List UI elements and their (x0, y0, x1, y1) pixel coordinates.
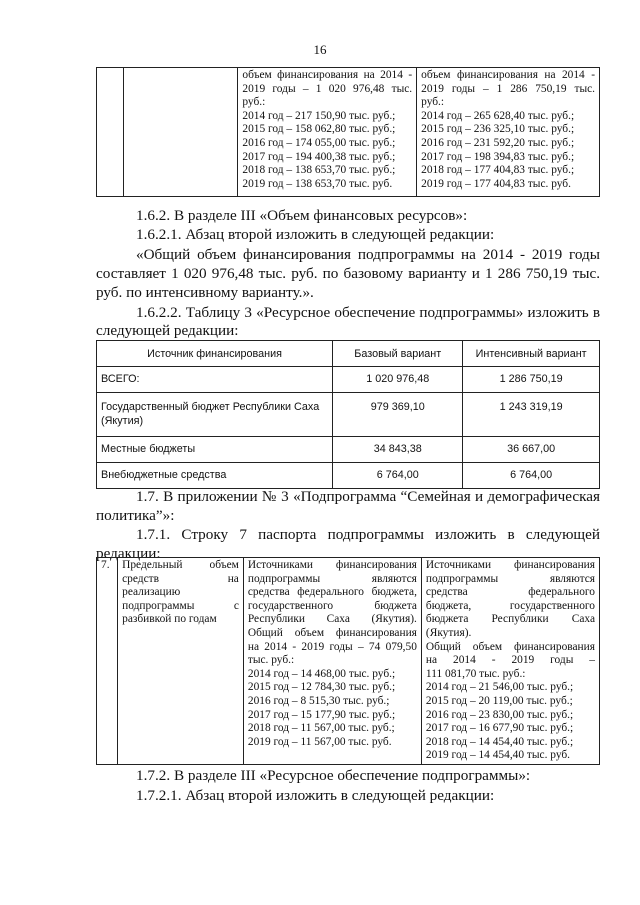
paragraph-1-6-2-2-line-1: 1.6.2.2. Таблицу 3 «Ресурсное обеспечение подпрограммы» изложить в (136, 304, 600, 321)
cell-line: на 2014 - 2019 годы – (425, 654, 595, 667)
table-row (97, 463, 600, 489)
cell-line: 2018 год – 138 653,70 тыс. руб.; (242, 164, 396, 177)
paragraph-1-7-line-2: политика”»: (96, 507, 175, 524)
paragraph-1-7-1-line-1: 1.7.1. Строку 7 паспорта подпрограммы изложить в следующей (136, 526, 600, 543)
row-intensive: 36 667,00 (463, 437, 600, 463)
cell-line: 2017 год – 198 394,83 тыс. руб.; (421, 150, 575, 163)
intensive-variant-cell (417, 68, 600, 197)
cell-line: 2019 годы – 1 286 750,19 тыс. (421, 82, 595, 95)
cell-line: 2016 год – 23 830,00 тыс. руб.; (425, 708, 574, 721)
cell-line: Источниками финансирования (425, 559, 595, 571)
cell-line: государственного бюджета (247, 599, 417, 612)
cell-line: 2019 год – 11 567,00 тыс. руб. (247, 735, 392, 748)
cell-line: Источниками финансирования (247, 559, 417, 571)
cell-line: Общий объем финансирования (425, 640, 595, 653)
cell-line: средства федерального (425, 586, 595, 599)
cell-line: бюджета, государственного (425, 599, 595, 612)
row-base: 6 764,00 (333, 463, 463, 489)
base-variant-cell (243, 558, 421, 765)
intensive-variant-cell (421, 558, 599, 765)
cell-line: руб.: (421, 96, 445, 109)
row-source: Местные бюджеты (97, 437, 333, 463)
table-row (97, 558, 600, 765)
cell-line: средства федерального бюджета, (247, 586, 417, 599)
cell-line: средств на (122, 572, 239, 585)
cell-line: 2015 год – 12 784,30 тыс. руб.; (247, 681, 396, 694)
cell-line: 2019 год – 177 404,83 тыс. руб. (421, 177, 571, 190)
paragraph-1-6-2-2-line-2: следующей редакции: (96, 322, 239, 339)
row-source: ВСЕГО: (97, 367, 333, 393)
row-intensive: 1 286 750,19 (463, 367, 600, 393)
cell-line: подпрограммы с (122, 599, 239, 612)
cell-line: подпрограммы являются (425, 572, 595, 585)
cell-line: 2016 год – 8 515,30 тыс. руб.; (247, 694, 390, 707)
quote-line-3: руб. по интенсивному варианту.». (96, 284, 314, 301)
empty-label-cell (124, 68, 238, 197)
paragraph-1-7-2: 1.7.2. В разделе III «Ресурсное обеспечение подпрограммы»: (136, 767, 531, 784)
page-number: 16 (313, 42, 327, 57)
header-source: Источник финансирования (97, 341, 333, 367)
cell-line: 2019 годы – 1 020 976,48 тыс. (242, 82, 413, 95)
cell-line: 2014 год – 217 150,90 тыс. руб.; (242, 109, 396, 122)
cell-line: 2018 год – 14 454,40 тыс. руб.; (425, 735, 574, 748)
row-source: Внебюджетные средства (97, 463, 333, 489)
cell-line: 2016 год – 231 592,20 тыс. руб.; (421, 136, 575, 149)
cell-line: 2015 год – 236 325,10 тыс. руб.; (421, 123, 575, 136)
cell-line: реализацию (122, 586, 181, 599)
row-number: 7. (97, 558, 118, 765)
cell-line: 2018 год – 177 404,83 тыс. руб.; (421, 164, 575, 177)
row-intensive: 6 764,00 (463, 463, 600, 489)
cell-line: 2017 год – 15 177,90 тыс. руб.; (247, 708, 396, 721)
cell-line: 2018 год – 11 567,00 тыс. руб.; (247, 722, 395, 735)
cell-line: Республики Саха (Якутия). (247, 613, 417, 626)
empty-num-cell (97, 68, 124, 197)
cell-line: 2017 год – 194 400,38 тыс. руб.; (242, 150, 396, 163)
cell-line: Предельный объем (122, 559, 239, 571)
cell-line: 2014 год – 14 468,00 тыс. руб.; (247, 667, 396, 680)
table-row (97, 393, 600, 437)
quote-line-2: составляет 1 020 976,48 тыс. руб. по базовому варианту и 1 286 750,19 тыс. (96, 265, 600, 282)
row-intensive: 1 243 319,19 (463, 393, 600, 437)
cell-line: 2014 год – 21 546,00 тыс. руб.; (425, 681, 574, 694)
cell-line: Общий объем финансирования (247, 626, 417, 639)
paragraph-1-7-1-line-2: редакции: (96, 545, 161, 562)
cell-line: на 2014 - 2019 годы – 74 079,50 (247, 640, 417, 653)
cell-line: 2019 год – 138 653,70 тыс. руб. (242, 177, 393, 190)
header-base: Базовый вариант (333, 341, 463, 367)
paragraph-1-7-line-1: 1.7. В приложении № 3 «Подпрограмма “Семейная и демографическая (136, 488, 600, 505)
financing-table-continued (96, 67, 600, 197)
paragraph-1-6-2-1: 1.6.2.1. Абзац второй изложить в следующей редакции: (136, 226, 495, 243)
cell-line: руб.: (242, 96, 266, 109)
paragraph-1-6-2: 1.6.2. В разделе III «Объем финансовых ресурсов»: (136, 207, 468, 224)
cell-line: подпрограммы являются (247, 572, 417, 585)
base-variant-cell (238, 68, 417, 197)
cell-line: объем финансирования на 2014 - (421, 69, 595, 81)
resource-table (96, 340, 600, 489)
cell-line: 2015 год – 20 119,00 тыс. руб.; (425, 694, 573, 707)
header-intensive: Интенсивный вариант (463, 341, 600, 367)
cell-line: (Якутия). (425, 626, 472, 639)
cell-line: 111 081,70 тыс. руб.: (425, 667, 526, 680)
cell-line: 2014 год – 265 628,40 тыс. руб.; (421, 109, 575, 122)
row-base: 34 843,38 (333, 437, 463, 463)
quote-line-1: «Общий объем финансирования подпрограммы на 2014 - 2019 годы (136, 246, 600, 263)
table-row (97, 367, 600, 393)
row-base: 1 020 976,48 (333, 367, 463, 393)
table-header-row (97, 341, 600, 367)
table-row (97, 437, 600, 463)
cell-line: 2017 год – 16 677,90 тыс. руб.; (425, 722, 574, 735)
cell-line: 2019 год – 14 454,40 тыс. руб. (425, 749, 571, 762)
row-base: 979 369,10 (333, 393, 463, 437)
cell-line: объем финансирования на 2014 - (242, 69, 413, 81)
cell-line: 2016 год – 174 055,00 тыс. руб.; (242, 136, 396, 149)
cell-line: тыс. руб.: (247, 654, 295, 667)
paragraph-1-7-2-1: 1.7.2.1. Абзац второй изложить в следующей редакции: (136, 787, 495, 804)
cell-line: бюджета Республики Саха (425, 613, 595, 626)
row-label (118, 558, 244, 765)
cell-line: 2015 год – 158 062,80 тыс. руб.; (242, 123, 396, 136)
passport-table (96, 557, 600, 765)
table-row (97, 68, 600, 197)
cell-line: разбивкой по годам (122, 613, 217, 626)
row-source: Государственный бюджет Республики Саха (Якутия) (97, 393, 333, 437)
